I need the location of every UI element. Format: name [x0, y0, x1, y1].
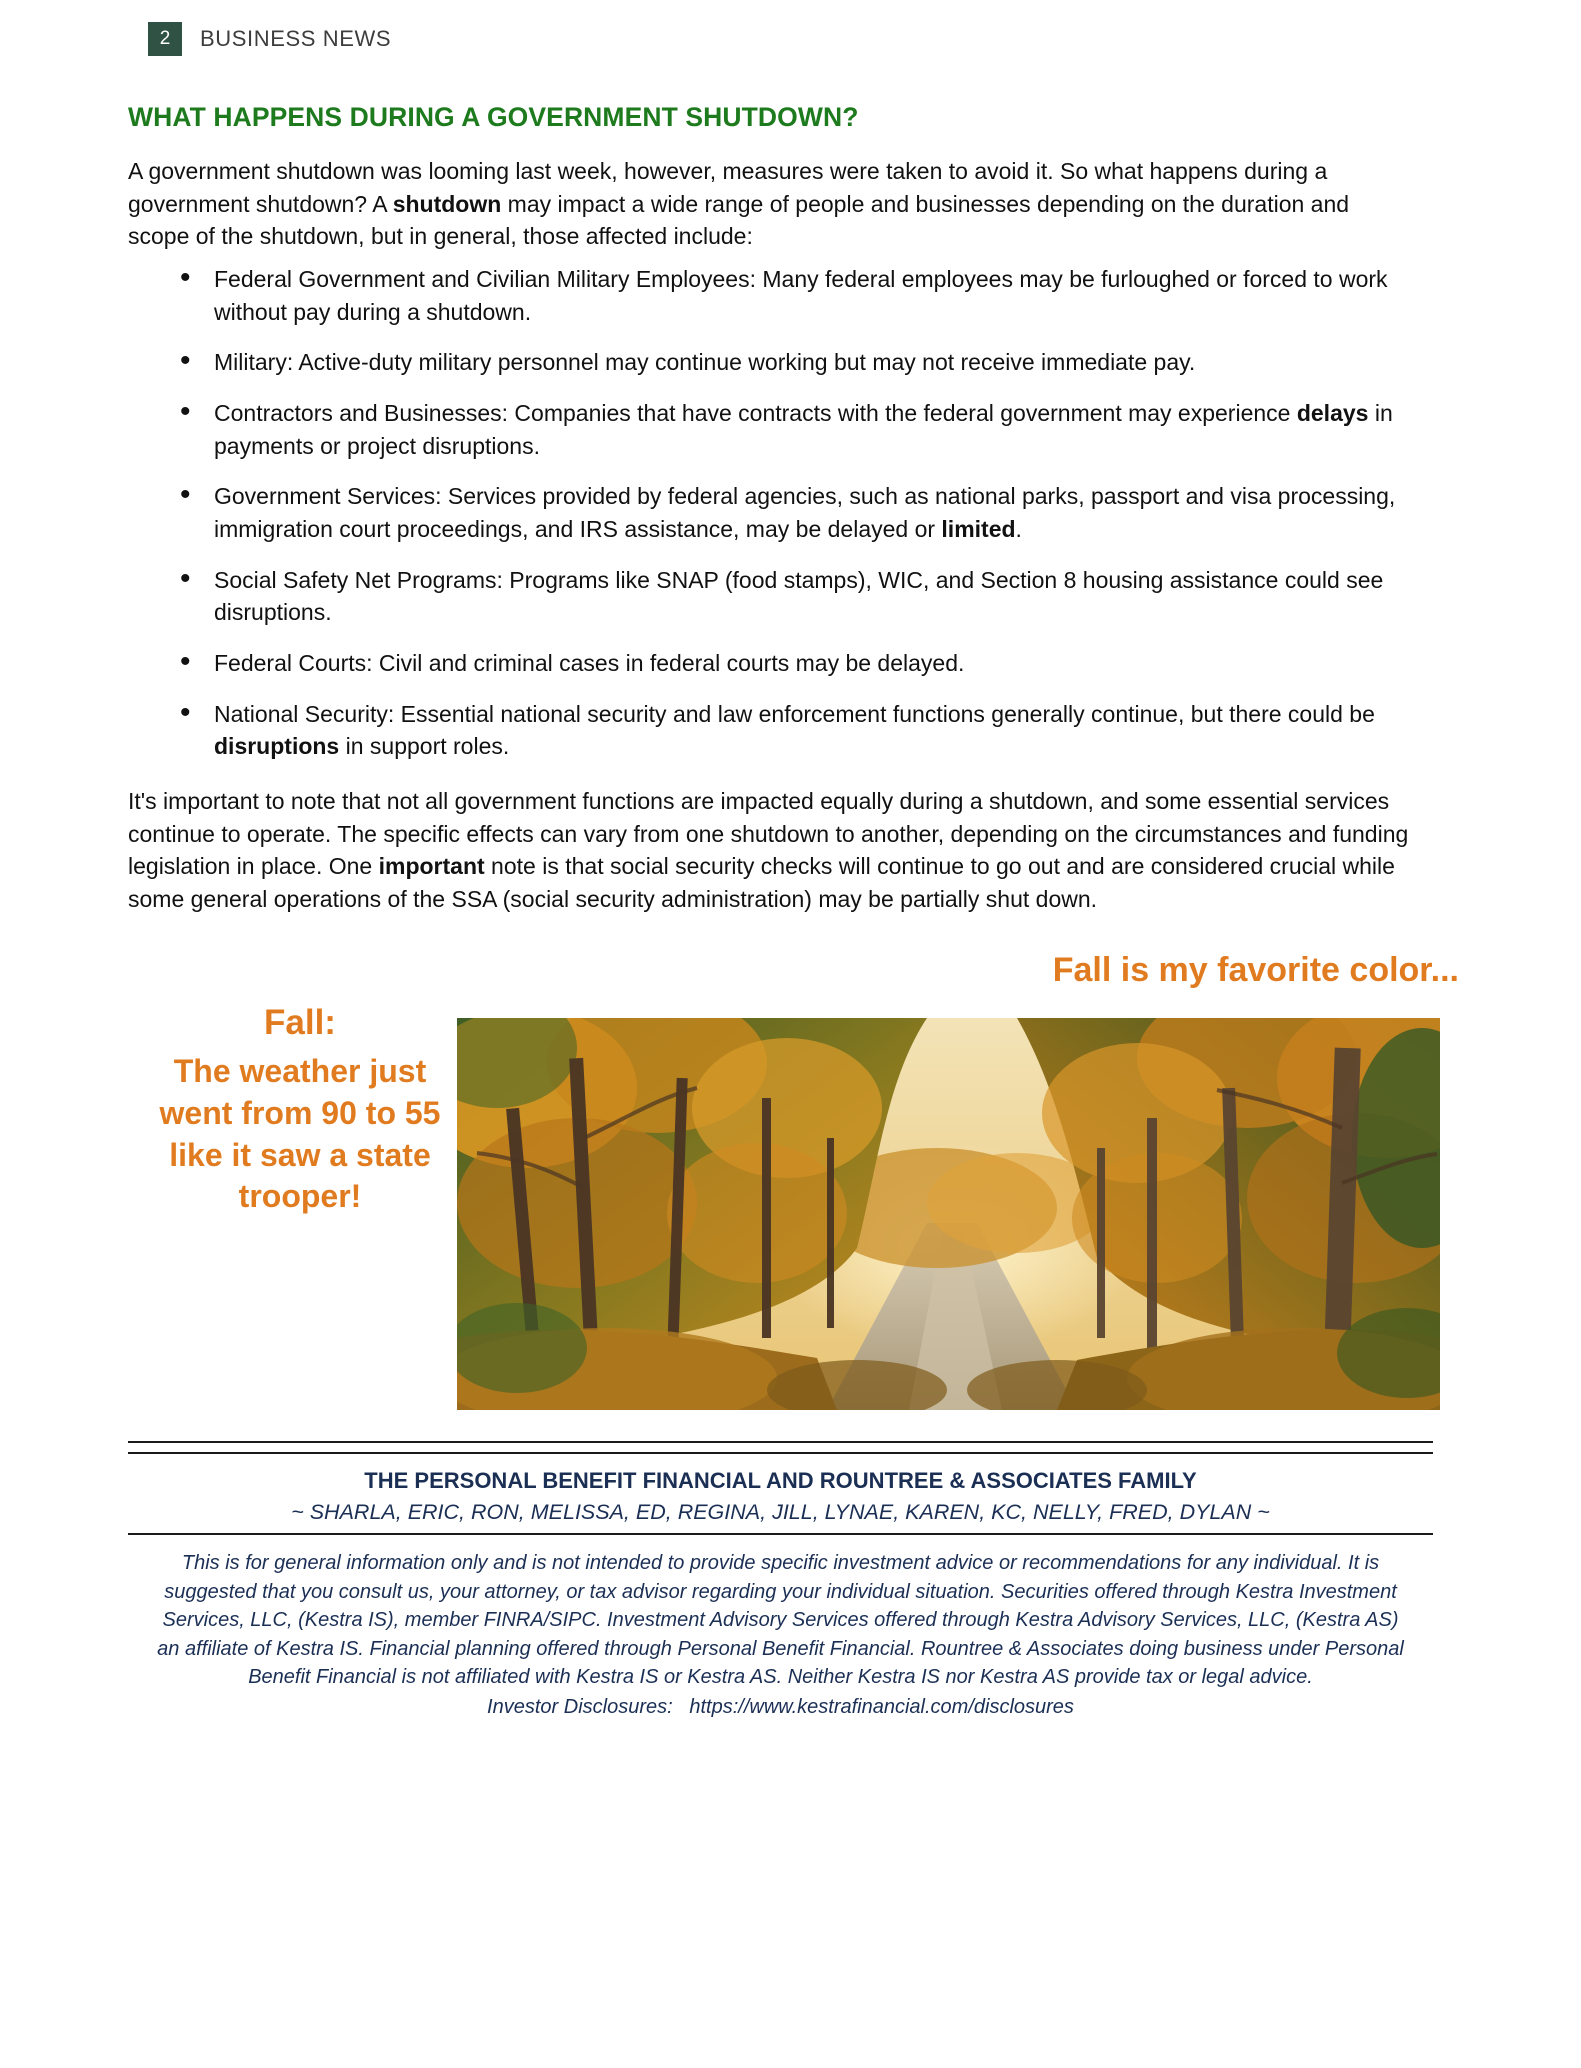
footer-family-line: THE PERSONAL BENEFIT FINANCIAL AND ROUNTREE & ASSOCIATES FAMILY: [364, 1468, 1197, 1494]
footer-disclaimer: [152, 1549, 1409, 1721]
list-item: [180, 263, 1433, 328]
list-item-text: Social Safety Net Programs: Programs like SNAP (food stamps), WIC, and Section 8 housing assistance could see disruptions.: [214, 566, 1384, 626]
fall-joke-heading: Fall:: [264, 1003, 336, 1043]
article-closing: [128, 785, 1433, 916]
footer-divider-bottom: [128, 1533, 1433, 1535]
list-item: [180, 346, 1433, 379]
page-header: [148, 22, 1581, 56]
page-footer: [128, 1441, 1433, 1721]
footer-names-line: ~ SHARLA, ERIC, RON, MELISSA, ED, REGINA, JILL, LYNAE, KAREN, KC, NELLY, FRED, DYLAN ~: [291, 1500, 1270, 1525]
intro-bold-shutdown: shutdown: [392, 190, 502, 217]
fall-joke-body: The weather just went from 90 to 55 like it saw a state trooper!: [159, 1053, 441, 1215]
list-item: [180, 698, 1433, 763]
list-item-tail: .: [1015, 515, 1022, 542]
list-item: [180, 397, 1433, 462]
list-item-text: Federal Courts: Civil and criminal cases in federal courts may be delayed.: [214, 649, 965, 676]
fall-joke: [150, 1003, 450, 1217]
list-item-text: Military: Active-duty military personnel may continue working but may not receive immediate pay.: [214, 349, 1196, 376]
list-item-text: National Security: Essential national security and law enforcement functions generally continue, but there could be: [214, 700, 1375, 727]
list-item-tail: in payments or project disruptions.: [214, 399, 1393, 459]
article-title: WHAT HAPPENS DURING A GOVERNMENT SHUTDOWN?: [128, 102, 859, 132]
closing-text-part1: It's important to note that not all government functions are impacted equally during a shutdown, and some essential services continue to operate. The specific effects can vary from one shutdown to another, depending on the circumstances and funding legislation in place. One: [128, 787, 1409, 880]
article-body: [128, 102, 1433, 915]
disclosures-line: [152, 1693, 1409, 1721]
fall-feature-section: [0, 951, 1581, 1381]
footer-divider-second: [128, 1452, 1433, 1454]
footer-divider-top: [128, 1441, 1433, 1443]
disclaimer-text: This is for general information only and is not intended to provide specific investment advice or recommendations for any individual. It is suggested that you consult us, your attorney, or tax advisor regarding your individual situation. Securities offered through Kestra Investment Services, LLC, (Kestra IS), member FINRA/SIPC. Investment Advisory Services offered through Kestra Advisory Services, LLC, (Kestra AS) an affiliate of Kestra IS. Financial planning offered through Personal Benefit Financial. Rountree & Associates doing business under Personal Benefit Financial is not affiliated with Kestra IS or Kestra AS. Neither Kestra IS nor Kestra AS provide tax or legal advice.: [157, 1552, 1404, 1689]
disclosures-label: Investor Disclosures:: [487, 1696, 673, 1719]
autumn-forest-road-photo: [457, 1018, 1440, 1410]
list-item: [180, 564, 1433, 629]
closing-text-part2: note is that social security checks will continue to go out and are considered crucial while some general operations of the SSA (social security administration) may be partially shut down.: [128, 853, 1395, 912]
list-item-text: Government Services: Services provided by federal agencies, such as national parks, passport and visa processing, immigration court proceedings, and IRS assistance, may be delayed or: [214, 483, 1396, 542]
newsletter-page: [0, 22, 1581, 2068]
list-item: [180, 480, 1433, 545]
list-item-bold: limited: [941, 515, 1016, 542]
list-item-bold: delays: [1296, 399, 1369, 426]
section-label: BUSINESS NEWS: [200, 26, 392, 51]
intro-text-part1: A government shutdown was looming last week, however, measures were taken to avoid it. So what happens during a government shutdown? A: [128, 158, 1328, 217]
disclosures-url[interactable]: https://www.kestrafinancial.com/disclosures: [689, 1696, 1074, 1719]
closing-bold-important: important: [378, 853, 485, 880]
fall-tagline: Fall is my favorite color...: [1052, 951, 1459, 990]
list-item-text: Contractors and Businesses: Companies that have contracts with the federal government may experience: [214, 399, 1297, 426]
list-item-bold: disruptions: [214, 733, 340, 760]
list-item-tail: in support roles.: [339, 733, 510, 760]
page-number-badge: 2: [148, 22, 182, 56]
impact-list: [128, 263, 1433, 763]
list-item-text: Federal Government and Civilian Military Employees: Many federal employees may be furloughed or forced to work without pay during a shutdown.: [214, 265, 1388, 325]
article-intro: [128, 155, 1358, 253]
list-item: [180, 647, 1433, 680]
intro-text-part2: may impact a wide range of people and businesses depending on the duration and scope of the shutdown, but in general, those affected include:: [128, 190, 1350, 250]
